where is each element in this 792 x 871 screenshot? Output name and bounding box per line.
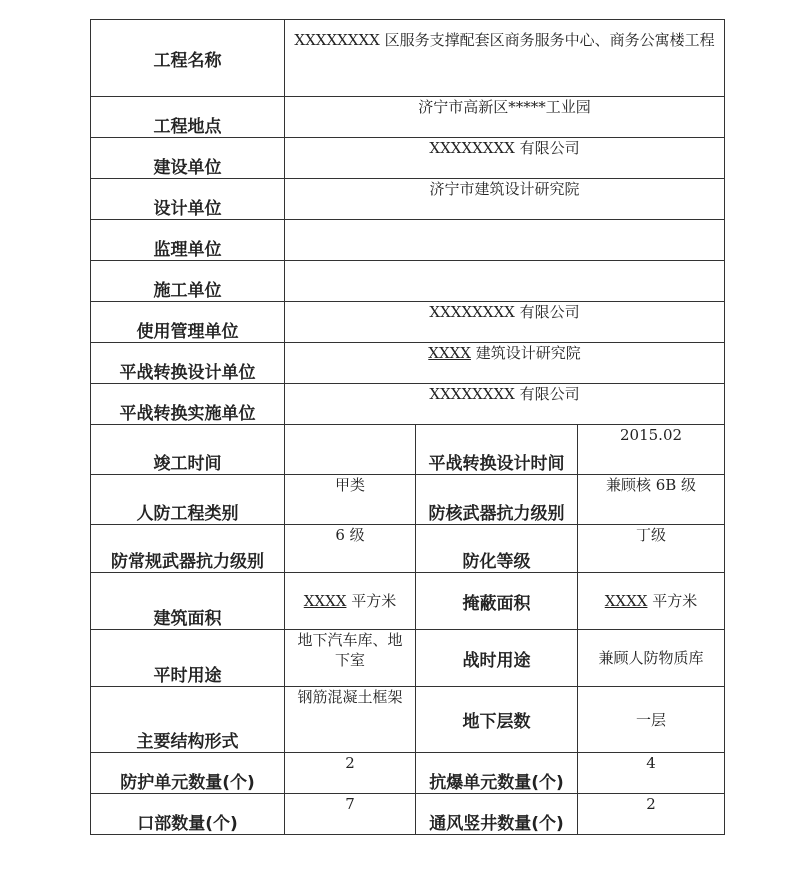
blast-units-label: 抗爆单元数量(个) [416,753,578,794]
project-name-value: XXXXXXXX 区服务支撑配套区商务服务中心、商务公寓楼工程 [285,20,725,97]
table-row [91,220,725,261]
civil-defense-project-table [90,19,725,835]
conventional-resistance-value: 6 级 [285,525,416,573]
conversion-designer-value [285,343,725,384]
building-area-unit: 平方米 [351,592,397,610]
underground-floors-label: 地下层数 [416,687,578,753]
table-row [91,475,725,525]
conversion-designer-label: 平战转换设计单位 [91,343,285,384]
location-label: 工程地点 [91,97,285,138]
civil-defense-category-label: 人防工程类别 [91,475,285,525]
ventilation-shafts-value: 2 [578,794,725,835]
conversion-designer-code: XXXX [428,344,471,362]
blast-units-value: 4 [578,753,725,794]
table-row [91,425,725,475]
ventilation-shafts-label: 通风竖井数量(个) [416,794,578,835]
table-row [91,525,725,573]
conversion-designer-suffix: 建筑设计研究院 [470,344,581,362]
project-name-label: 工程名称 [91,20,285,97]
designer-label: 设计单位 [91,179,285,220]
building-area-label: 建筑面积 [91,573,285,630]
supervisor-label: 监理单位 [91,220,285,261]
peacetime-use-value: 地下汽车库、地下室 [285,630,416,687]
peacetime-use-label: 平时用途 [91,630,285,687]
table-row [91,687,725,753]
conversion-implementer-value: XXXXXXXX 有限公司 [285,384,725,425]
table-row [91,384,725,425]
table-row [91,97,725,138]
table-row [91,20,725,97]
underground-floors-value: 一层 [578,687,725,753]
building-area-code: XXXX [303,592,347,610]
table-row [91,138,725,179]
user-mgmt-label: 使用管理单位 [91,302,285,343]
conversion-implementer-label: 平战转换实施单位 [91,384,285,425]
chemical-level-label: 防化等级 [416,525,578,573]
table-row [91,179,725,220]
structure-value: 钢筋混凝土框架 [285,687,416,753]
user-mgmt-value: XXXXXXXX 有限公司 [285,302,725,343]
nuclear-resistance-label: 防核武器抗力级别 [416,475,578,525]
constructor-label: 施工单位 [91,261,285,302]
shelter-area-value [578,573,725,630]
table-row [91,794,725,835]
designer-value: 济宁市建筑设计研究院 [285,179,725,220]
shelter-area-label: 掩蔽面积 [416,573,578,630]
conventional-resistance-label: 防常规武器抗力级别 [91,525,285,573]
shelter-area-code: XXXX [604,592,648,610]
chemical-level-value: 丁级 [578,525,725,573]
structure-label: 主要结构形式 [91,687,285,753]
table-row [91,630,725,687]
protection-units-label: 防护单元数量(个) [91,753,285,794]
protection-units-value: 2 [285,753,416,794]
table-row [91,261,725,302]
wartime-use-label: 战时用途 [416,630,578,687]
developer-label: 建设单位 [91,138,285,179]
conversion-design-time-label: 平战转换设计时间 [416,425,578,475]
developer-value: XXXXXXXX 有限公司 [285,138,725,179]
table-row [91,302,725,343]
entrances-value: 7 [285,794,416,835]
table-row [91,343,725,384]
completion-time-label: 竣工时间 [91,425,285,475]
building-area-value [285,573,416,630]
table-row [91,573,725,630]
entrances-label: 口部数量(个) [91,794,285,835]
table-row [91,753,725,794]
shelter-area-unit: 平方米 [652,592,698,610]
supervisor-value [285,220,725,261]
completion-time-value [285,425,416,475]
wartime-use-value: 兼顾人防物质库 [578,630,725,687]
location-value: 济宁市高新区*****工业园 [285,97,725,138]
conversion-design-time-value: 2015.02 [578,425,725,475]
constructor-value [285,261,725,302]
nuclear-resistance-value: 兼顾核 6B 级 [578,475,725,525]
civil-defense-category-value: 甲类 [285,475,416,525]
